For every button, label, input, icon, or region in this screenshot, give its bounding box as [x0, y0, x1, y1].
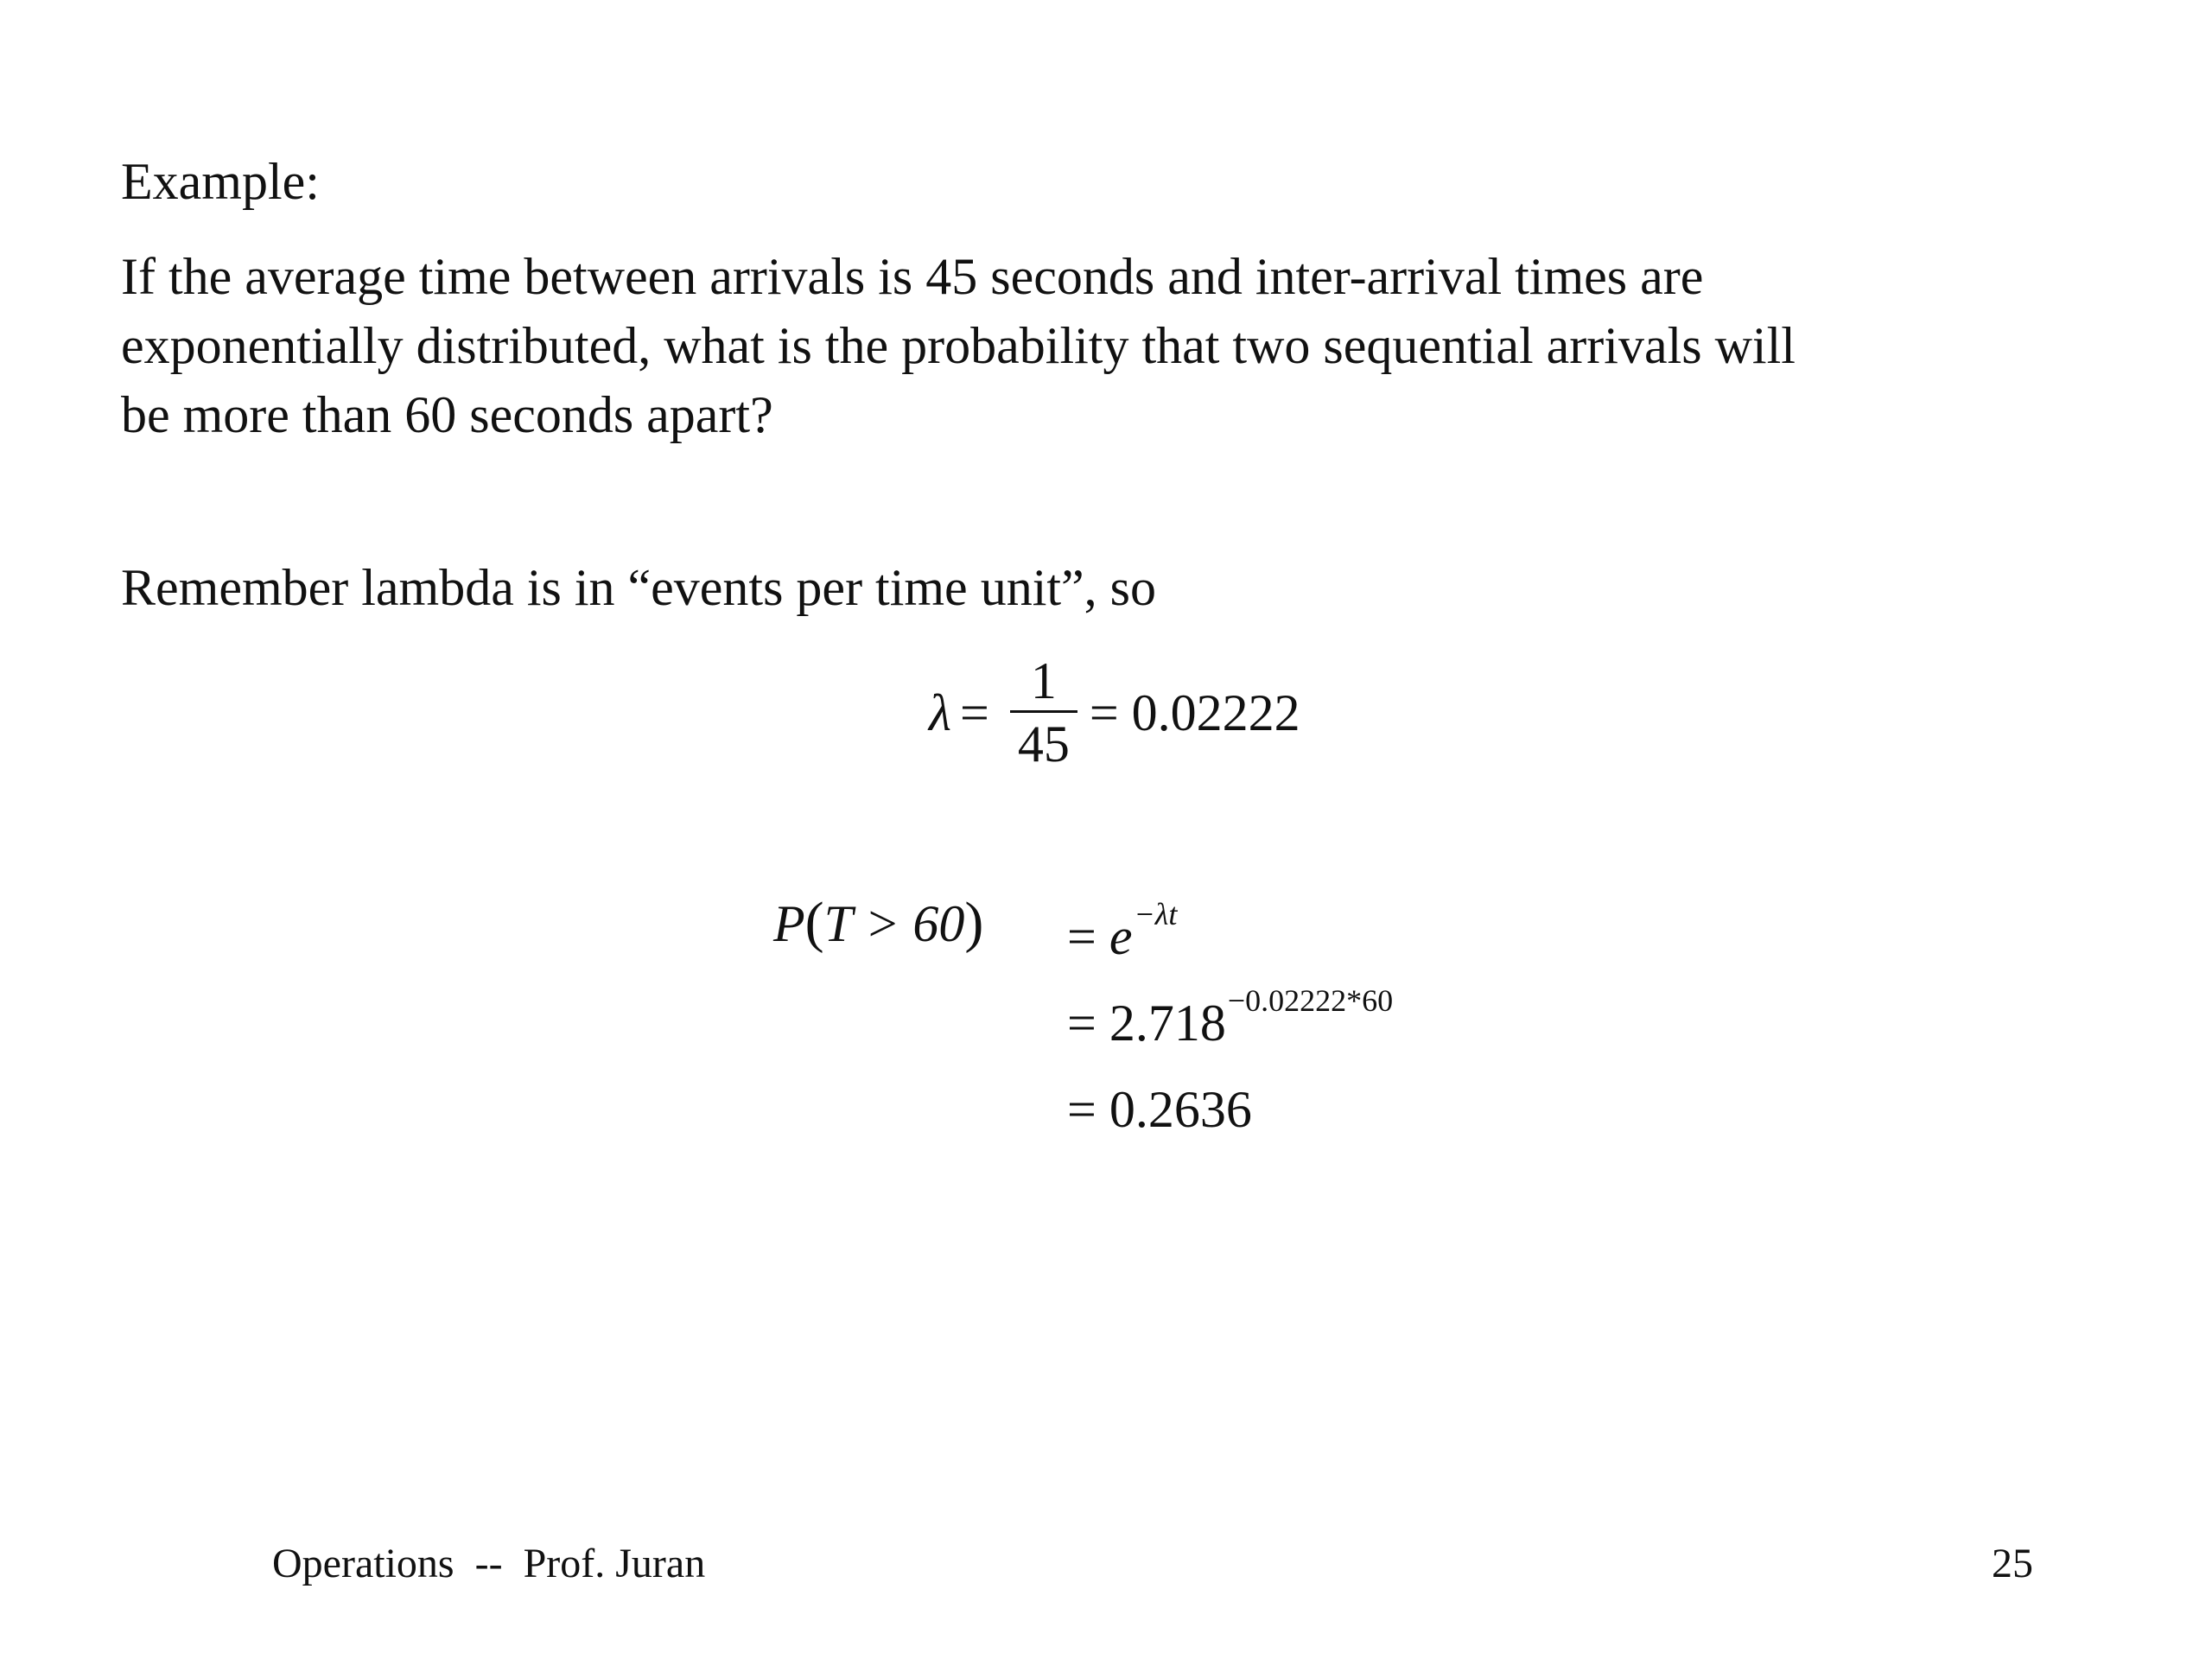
open-paren: (: [804, 891, 824, 954]
question-line-3: be more than 60 seconds apart?: [121, 386, 773, 443]
fraction-numerator: 1: [1030, 652, 1057, 709]
lambda-fraction: [1010, 652, 1077, 775]
lambda-note: Remember lambda is in “events per time unit”, so: [121, 559, 1157, 616]
step-2-base: = 2.718: [1067, 995, 1226, 1052]
close-paren: ): [964, 891, 984, 954]
page-number: 25: [1992, 1541, 2033, 1586]
probability-result: = 0.2636: [1067, 1081, 1252, 1138]
probability-p: P: [773, 895, 805, 952]
step-1-prefix: =: [1067, 908, 1109, 965]
question-line-1: If the average time between arrivals is 45 seconds and inter-arrival times are: [121, 248, 1704, 305]
lambda-symbol: λ: [929, 683, 951, 741]
step-2-exponent: −0.02222*60: [1227, 983, 1394, 1018]
probability-lhs: [773, 890, 983, 956]
lambda-equation: [929, 639, 1300, 786]
question-paragraph: [121, 242, 2177, 449]
probability-step-2: [1067, 983, 1394, 1053]
probability-step-1: [1067, 897, 1178, 967]
fraction-denominator: 45: [1017, 715, 1070, 772]
lambda-result: = 0.02222: [1089, 683, 1300, 741]
question-line-2: exponentially distributed, what is the probability that two sequential arrivals will: [121, 317, 1796, 374]
example-heading: Example:: [121, 153, 320, 210]
step-1-exponent: −λt: [1134, 897, 1178, 931]
footer-course: Operations -- Prof. Juran: [272, 1541, 706, 1586]
step-1-base: e: [1109, 908, 1133, 965]
lambda-equals: =: [960, 683, 989, 741]
probability-condition: T > 60: [823, 895, 965, 952]
